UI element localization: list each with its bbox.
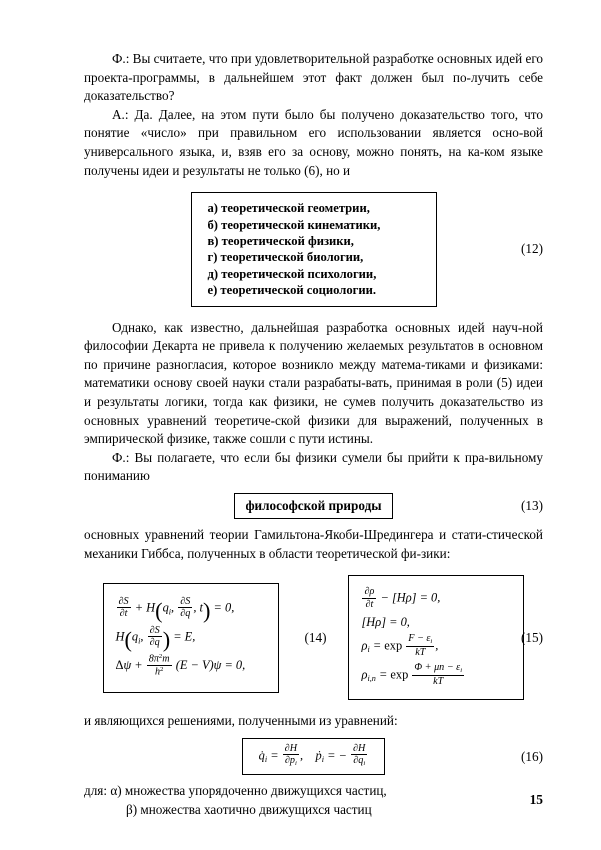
list-item: г) теоретической биологии,	[207, 250, 364, 265]
equation-box-16	[242, 738, 386, 775]
paragraph-6: и являющихся решениями, полученными из уравнений:	[84, 713, 398, 729]
equation-number-15: (15)	[521, 629, 543, 645]
equation-number-13: (13)	[521, 497, 543, 513]
equation-line: Δψ + $\frac{8\pi^2m}{h^2}$ (E − V)ψ = 0,	[115, 653, 246, 678]
phil-box: философской природы	[234, 493, 392, 519]
paragraph-5: основных уравнений теории Гамильтона-Якоби-Шредингера и стати-стической механики Гиббса, полученных в области теоретической фи-зики:	[84, 526, 543, 561]
equation-number-16: (16)	[521, 748, 543, 764]
equation-line: $q̇_i$ = $\frac{\partial H}{\partial p_i}$ , ṗ$_i$ = − $\frac{\partial H}{\partial q_i}$	[258, 743, 366, 768]
list-item: д) теоретической психологии,	[207, 266, 377, 281]
equation-block-13	[84, 493, 543, 519]
equation-blocks-14-15	[84, 575, 543, 700]
paragraph-2: А.: Да. Далее, на этом пути было бы получено доказательство того, что понятие «число» при правильном его использовании является осно-вой универсального языка, и, взяв его за основу, можно понять, на ка-ком языке получены идеи и результаты не только (6), но и	[84, 106, 543, 178]
equation-line: $H(q_i$, $\frac{\partial S}{\partial q}$ ) = E,	[115, 624, 196, 652]
list-item: е) теоретической социологии.	[207, 283, 377, 298]
equation-number-12: (12)	[521, 241, 543, 257]
paragraph-3: Однако, как известно, дальнейшая разработка основных идей науч-ной философии Декарта не привела к получению желаемых результатов в основном по причине разногласия, которое возникло между матема-тиками и физиками: математики основу своей науки стали разрабаты-вать, принимая в роли (5) идеи и результаты логики, тогда как физики, не сумев получить доказательство из основных уравнений теоретиче-ской физики для выражений, полученных в эмпирической физике, также сошли с пути истины.	[84, 319, 543, 447]
list-box-12	[191, 192, 437, 306]
equation-line: $\rho_i = \exp$ $\frac{F - \varepsilon_i}{kT}$ ,	[361, 633, 439, 659]
equation-box-15	[348, 575, 524, 700]
list-item: а) теоретической геометрии,	[207, 201, 370, 216]
paragraph-4: Ф.: Вы полагаете, что если бы физики сумели бы прийти к пра-вильному пониманию	[84, 449, 543, 484]
equation-line: $\frac{\partial S}{\partial t}$ + $H(q_i$, $\frac{\partial S}{\partial q}$ , t) = 0,	[118, 595, 235, 623]
paragraph-7: для: α) множества упорядоченно движущихся частиц,	[84, 783, 387, 799]
equation-number-14: (14)	[304, 629, 327, 645]
equation-box-14	[103, 583, 279, 693]
paragraph-1: Ф.: Вы считаете, что при удовлетворительной разработке основных идей его проекта-программы, в дальнейшем этот факт должен был по-лучить себе доказательство?	[84, 51, 543, 104]
list-item: в) теоретической физики,	[207, 233, 354, 248]
equation-block-16	[84, 738, 543, 775]
equation-line: $\rho_{i,n} = \exp$ $\frac{\Phi + \mu n - \varepsilon_i}{kT}$	[361, 662, 463, 688]
page-number: 15	[529, 792, 543, 807]
equation-block-12	[84, 192, 543, 306]
paragraph-8: β) множества хаотично движущихся частиц	[126, 801, 372, 817]
equation-line: [Hρ] = 0,	[361, 614, 410, 629]
list-item: б) теоретической кинематики,	[207, 217, 381, 232]
equation-line: $\frac{\partial\rho}{\partial t}$ − [Hρ] = 0,	[364, 586, 441, 610]
